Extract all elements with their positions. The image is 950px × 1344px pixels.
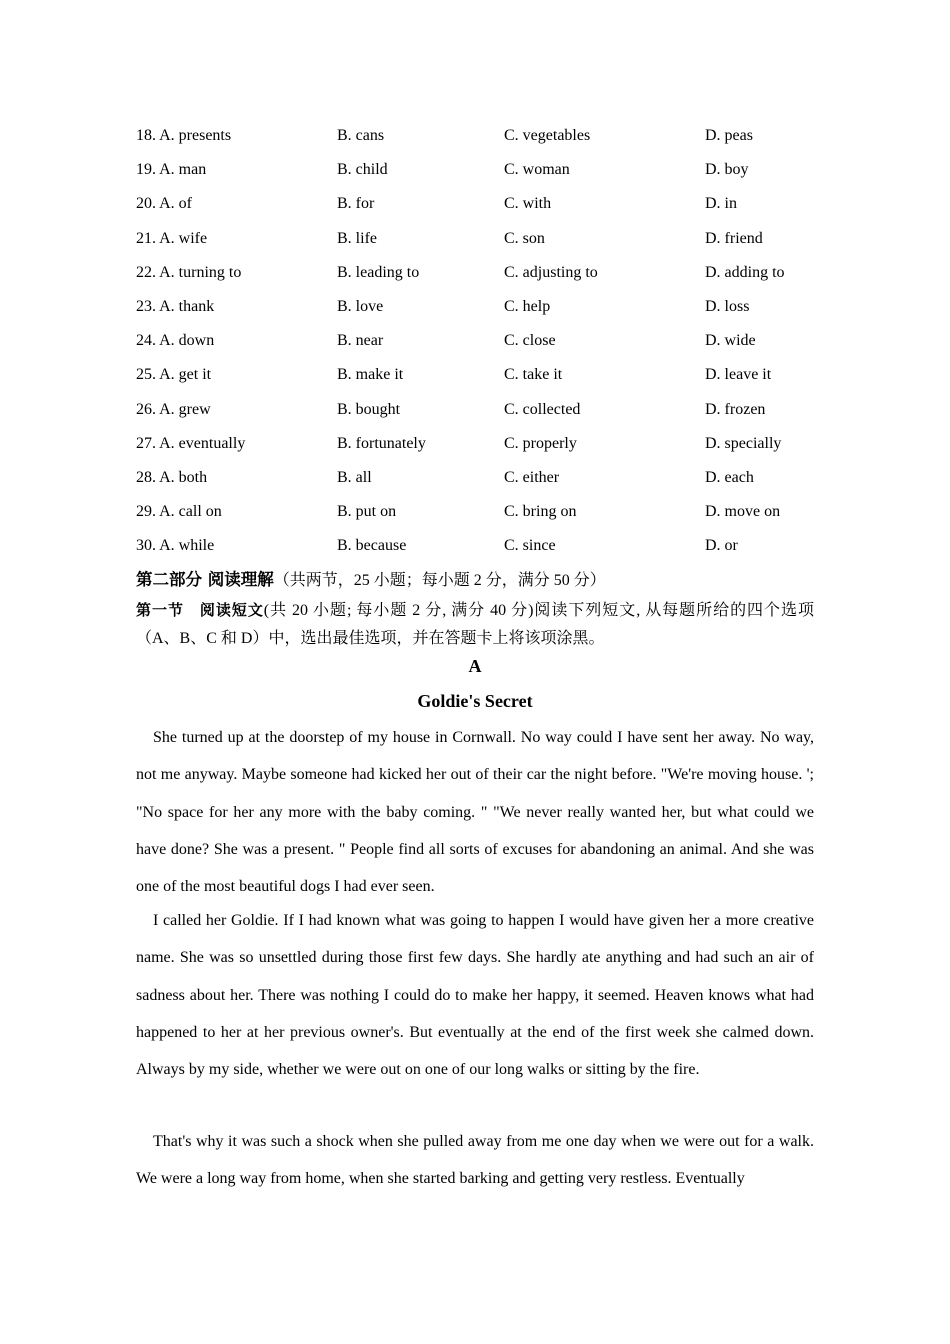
option-b: B. child bbox=[337, 161, 388, 179]
option-row bbox=[136, 433, 814, 467]
option-row bbox=[136, 501, 814, 535]
answer-options-list bbox=[136, 125, 814, 569]
option-a: 19. A. man bbox=[136, 161, 207, 179]
option-b: B. life bbox=[337, 229, 377, 247]
option-a: 30. A. while bbox=[136, 537, 215, 555]
option-d: D. frozen bbox=[705, 400, 766, 418]
option-row bbox=[136, 296, 814, 330]
paragraph-text: That's why it was such a shock when she pulled away from me one day when we were out for a walk. We were a long way from home, when she started barking and getting very restless. Eventually bbox=[136, 1133, 814, 1188]
option-b: B. make it bbox=[337, 366, 404, 384]
option-row bbox=[136, 330, 814, 364]
option-d: D. specially bbox=[705, 434, 782, 452]
option-c: C. woman bbox=[504, 161, 570, 179]
option-a: 21. A. wife bbox=[136, 229, 208, 247]
passage-paragraph-1 bbox=[136, 719, 814, 905]
option-c: C. either bbox=[504, 468, 560, 486]
option-row bbox=[136, 535, 814, 569]
option-b: B. all bbox=[337, 468, 372, 486]
option-row bbox=[136, 467, 814, 501]
option-row bbox=[136, 193, 814, 227]
option-c: C. help bbox=[504, 297, 551, 315]
option-d: D. wide bbox=[705, 332, 756, 350]
option-d: D. peas bbox=[705, 127, 753, 144]
option-row bbox=[136, 228, 814, 262]
option-a: 29. A. call on bbox=[136, 503, 222, 521]
option-a: 28. A. both bbox=[136, 468, 208, 486]
option-b: B. because bbox=[337, 537, 407, 555]
option-d: D. leave it bbox=[705, 366, 772, 384]
option-b: B. love bbox=[337, 297, 384, 315]
option-c: C. with bbox=[504, 195, 552, 213]
option-c: C. properly bbox=[504, 434, 577, 452]
paragraph-text: I called her Goldie. If I had known what was going to happen I would have given her a more creative name. She was so unsettled during those first few days. She hardly ate anything and had such an air of sadness about her. There was nothing I could do to make her happy, it seemed. Heaven knows what had happened to her at her previous owner's. But eventually at the end of the first week she calmed down. Always by my side, whether we were out on one of our long walks or sitting by the fire. bbox=[136, 912, 814, 1079]
option-c: C. adjusting to bbox=[504, 263, 598, 281]
option-d: D. move on bbox=[705, 503, 781, 521]
option-a: 24. A. down bbox=[136, 332, 215, 350]
part-two-note: （共两节，25 小题；每小题 2 分，满分 50 分） bbox=[273, 572, 606, 589]
section-one-text: (共 20 小题; 每小题 2 分, 满分 40 分)阅读下列短文, 从每题所给的四个选项（A、B、C 和 D）中，选出最佳选项，并在答题卡上将该项涂黑。 bbox=[136, 602, 814, 647]
option-d: D. each bbox=[705, 468, 754, 486]
passage-paragraph-3 bbox=[136, 1123, 814, 1198]
option-a: 18. A. presents bbox=[136, 127, 232, 144]
paragraph-text: She turned up at the doorstep of my house in Cornwall. No way could I have sent her away. No way, not me anyway. Maybe someone had kicked her out of their car the night before. "We're moving house. '; "No space for her any more with the baby coming. " "We never really wanted her, but what could we have done? She was a present. " People find all sorts of excuses for abandoning an animal. And she was one of the most beautiful dogs I had ever seen. bbox=[136, 729, 814, 896]
option-c: C. son bbox=[504, 229, 545, 247]
option-row bbox=[136, 364, 814, 398]
option-a: 27. A. eventually bbox=[136, 434, 246, 452]
passage-letter: A bbox=[468, 656, 482, 676]
option-b: B. near bbox=[337, 332, 384, 350]
option-a: 25. A. get it bbox=[136, 366, 212, 384]
option-a: 22. A. turning to bbox=[136, 263, 242, 281]
option-c: C. close bbox=[504, 332, 556, 350]
passage-paragraph-2 bbox=[136, 902, 814, 1088]
option-d: D. loss bbox=[705, 297, 750, 315]
option-d: D. in bbox=[705, 195, 737, 213]
option-b: B. fortunately bbox=[337, 434, 426, 452]
option-b: B. cans bbox=[337, 127, 385, 144]
option-a: 26. A. grew bbox=[136, 400, 211, 418]
option-row bbox=[136, 125, 814, 159]
option-d: D. adding to bbox=[705, 263, 785, 281]
option-d: D. boy bbox=[705, 161, 749, 179]
option-row bbox=[136, 399, 814, 433]
option-b: B. leading to bbox=[337, 263, 420, 281]
option-c: C. take it bbox=[504, 366, 563, 384]
option-c: C. bring on bbox=[504, 503, 577, 521]
option-a: 23. A. thank bbox=[136, 297, 215, 315]
part-two-title: 第二部分 阅读理解 bbox=[136, 570, 274, 589]
option-a: 20. A. of bbox=[136, 195, 192, 213]
option-d: D. or bbox=[705, 537, 738, 555]
option-b: B. put on bbox=[337, 503, 397, 521]
option-c: C. since bbox=[504, 537, 556, 555]
option-c: C. collected bbox=[504, 400, 581, 418]
option-b: B. for bbox=[337, 195, 375, 213]
passage-title: Goldie's Secret bbox=[417, 691, 533, 711]
option-d: D. friend bbox=[705, 229, 763, 247]
part-two-heading bbox=[136, 566, 606, 590]
option-row bbox=[136, 262, 814, 296]
option-b: B. bought bbox=[337, 400, 401, 418]
option-c: C. vegetables bbox=[504, 127, 591, 144]
option-row bbox=[136, 159, 814, 193]
section-one-title: 第一节 阅读短文 bbox=[136, 601, 264, 619]
section-one-instructions bbox=[136, 596, 814, 653]
